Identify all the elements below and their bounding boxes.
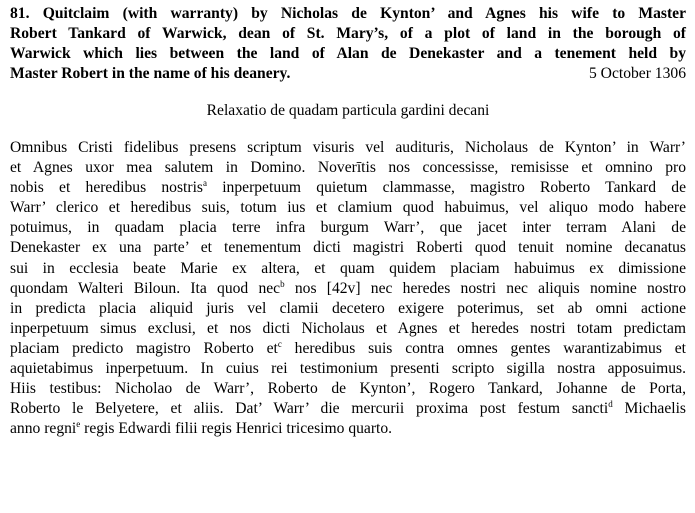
latin-rubric: Relaxatio de quadam particula gardini decani [206, 102, 490, 119]
charter-number: 81. [10, 5, 30, 22]
document-page [10, 4, 686, 439]
charter-body [10, 138, 686, 439]
body-line: sui in ecclesia beate Marie ex altera, et quam quidem placiam habuimus ex dimissione [10, 259, 686, 277]
heading-line-2: Robert Tankard of Warwick, dean of St. Mary’s, of a plot of land in the borough of [10, 25, 686, 42]
body-line: inperpetuum simus exclusi, et nos dicti Nicholaus et Agnes et heredes nostri totam predictam [10, 319, 686, 337]
body-line: in predicta placia aliquid juris vel clamii decetero exigere poterimus, set ab omni actione [10, 299, 686, 317]
body-text-segment: Michaelis [612, 400, 686, 418]
body-line: Warr’ clerico et heredibus suis, totum ius et clamium quod habuimus, vel aliquo modo habere [10, 199, 686, 217]
charter-date: 5 October 1306 [588, 65, 686, 82]
body-text-segment: inperpetuum quietum clammasse, magistro Roberto Tankard de [206, 179, 686, 197]
body-line: Hiis testibus: Nicholao de Warr’, Roberto de Kynton’, Rogero Tankard, Johanne de Porta, [10, 380, 686, 398]
body-text-segment: anno regni [10, 420, 77, 438]
footnote-mark: e [76, 419, 81, 430]
footnote-mark: c [277, 338, 282, 349]
footnote-mark: a [202, 178, 207, 189]
body-line [10, 178, 686, 198]
body-line [10, 399, 686, 419]
body-line: potuimus, in quadam placia terre infra burgum Warr’, que jacet inter terram Alani de [10, 219, 686, 237]
body-text-segment: Roberto le Belyetere, et aliis. Dat’ Warr’ die mercurii proxima post festum sancti [10, 400, 609, 418]
heading-text-1: Quitclaim (with warranty) by Nicholas de Kynton’ and Agnes his wife to Master [42, 5, 687, 22]
body-line [10, 339, 686, 359]
footnote-mark: d [608, 399, 613, 410]
body-text-segment: quondam Walteri Biloun. Ita quod nec [10, 279, 281, 297]
charter-heading [10, 4, 686, 84]
body-text-segment: placiam predicto magistro Roberto et [10, 339, 278, 357]
body-line [10, 419, 686, 439]
footnote-mark: b [280, 278, 285, 289]
body-line: aquietabimus inperpetuum. In cuius rei testimonium presenti scripto sigilla nostra apposuimus. [10, 360, 686, 378]
body-text-segment: nos [42v] nec heredes nostri nec aliquis nomine nostro [284, 279, 686, 297]
body-line: Denekaster ex una parte’ et tenementum dicti magistri Roberti quod tenuit nomine decanatus [10, 239, 686, 257]
heading-line-1 [10, 4, 686, 24]
body-line: Omnibus Cristi fidelibus presens scriptum visuris vel audituris, Nicholaus de Kynton’ in Warr’ [10, 139, 686, 156]
heading-line-4 [10, 64, 686, 84]
heading-line-3: Warwick which lies between the land of Alan de Denekaster and a tenement held by [10, 45, 686, 62]
body-text-segment: regis Edwardi filii regis Henrici tricesimo quarto. [80, 420, 393, 438]
body-text-segment: heredibus suis contra omnes gentes warantizabimus et [281, 339, 687, 357]
body-text-segment: nobis et heredibus nostris [10, 179, 203, 197]
body-line [10, 279, 686, 299]
body-line: et Agnes uxor mea salutem in Domino. Noverītis nos concessisse, remisisse et omnino pro [10, 159, 686, 177]
heading-text-4: Master Robert in the name of his deanery. [10, 65, 291, 82]
